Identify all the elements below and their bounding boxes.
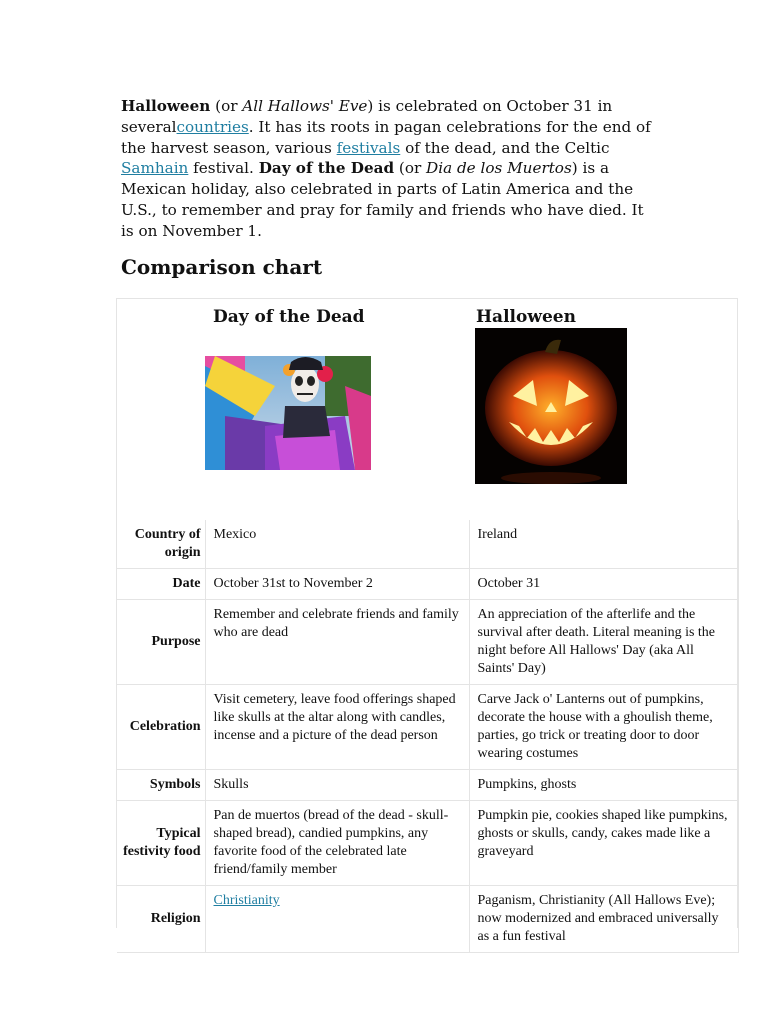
halloween-alt-name: All Hallows' Eve [242, 97, 368, 115]
halloween-cell: Ireland [469, 520, 738, 569]
day-of-the-dead-alt-name: Dia de los Muertos [426, 159, 572, 178]
day-of-the-dead-cell: Mexico [205, 520, 469, 569]
row-label: Celebration [117, 685, 205, 770]
intro-text: . It has its roots in pagan celebrations for the end of the harvest season, various [121, 117, 651, 157]
halloween-cell: Paganism, Christianity (All Hallows Eve); now modernized and embraced universally as a fun festival [469, 886, 738, 953]
day-of-the-dead-cell: Remember and celebrate friends and family who are dead [205, 600, 469, 685]
festivals-link[interactable]: festivals [336, 138, 401, 157]
day-of-the-dead-column-title: Day of the Dead [213, 307, 365, 327]
intro-text: ) is a Mexican holiday, also celebrated in parts of Latin America and the U.S., to remember and pray for family and friends who have died. It is on November 1. [121, 159, 644, 240]
countries-link[interactable]: countries [176, 117, 249, 136]
jack-o-lantern-image [475, 328, 627, 484]
table-row [117, 600, 738, 685]
day-of-the-dead-cell: Skulls [205, 770, 469, 801]
row-label: Country of origin [117, 520, 205, 569]
table-row [117, 801, 738, 886]
row-label: Date [117, 569, 205, 600]
intro-text: ) is celebrated on October 31 in several [121, 97, 613, 136]
table-row [117, 770, 738, 801]
comparison-table [117, 520, 739, 953]
row-label: Religion [117, 886, 205, 953]
day-of-the-dead-cell [205, 886, 469, 953]
christianity-link[interactable]: Christianity [213, 893, 280, 908]
table-row [117, 685, 738, 770]
day-of-the-dead-image [205, 356, 371, 470]
halloween-cell: Pumpkins, ghosts [469, 770, 738, 801]
halloween-cell: Carve Jack o' Lanterns out of pumpkins, decorate the house with a ghoulish theme, parties, go trick or treating door to door wearing costumes [469, 685, 738, 770]
table-row [117, 569, 738, 600]
intro-paragraph [121, 96, 661, 242]
day-of-the-dead-cell: October 31st to November 2 [205, 569, 469, 600]
halloween-cell: Pumpkin pie, cookies shaped like pumpkins, ghosts or skulls, candy, cakes made like a graveyard [469, 801, 738, 886]
halloween-term: Halloween [121, 97, 211, 115]
table-row [117, 886, 738, 953]
comparison-chart [116, 298, 738, 944]
halloween-cell: An appreciation of the afterlife and the survival after death. Literal meaning is the night before All Hallows' Day (aka All Saints' Day) [469, 600, 738, 685]
halloween-column-title: Halloween [476, 307, 576, 327]
samhain-link[interactable]: Samhain [121, 159, 189, 178]
day-of-the-dead-cell: Pan de muertos (bread of the dead - skull-shaped bread), candied pumpkins, any favorite food of the celebrated late friend/family member [205, 801, 469, 886]
row-label: Typical festivity food [117, 801, 205, 886]
table-row [117, 520, 738, 569]
row-label: Symbols [117, 770, 205, 801]
intro-text: (or [394, 159, 427, 178]
halloween-cell: October 31 [469, 569, 738, 600]
row-label: Purpose [117, 600, 205, 685]
day-of-the-dead-term: Day of the Dead [258, 159, 395, 178]
intro-text: (or [210, 97, 243, 115]
day-of-the-dead-cell: Visit cemetery, leave food offerings shaped like skulls at the altar along with candles, incense and a picture of the dead person [205, 685, 469, 770]
intro-text: festival. [188, 159, 259, 178]
comparison-chart-title: Comparison chart [121, 255, 323, 279]
intro-text: of the dead, and the Celtic [400, 138, 610, 157]
